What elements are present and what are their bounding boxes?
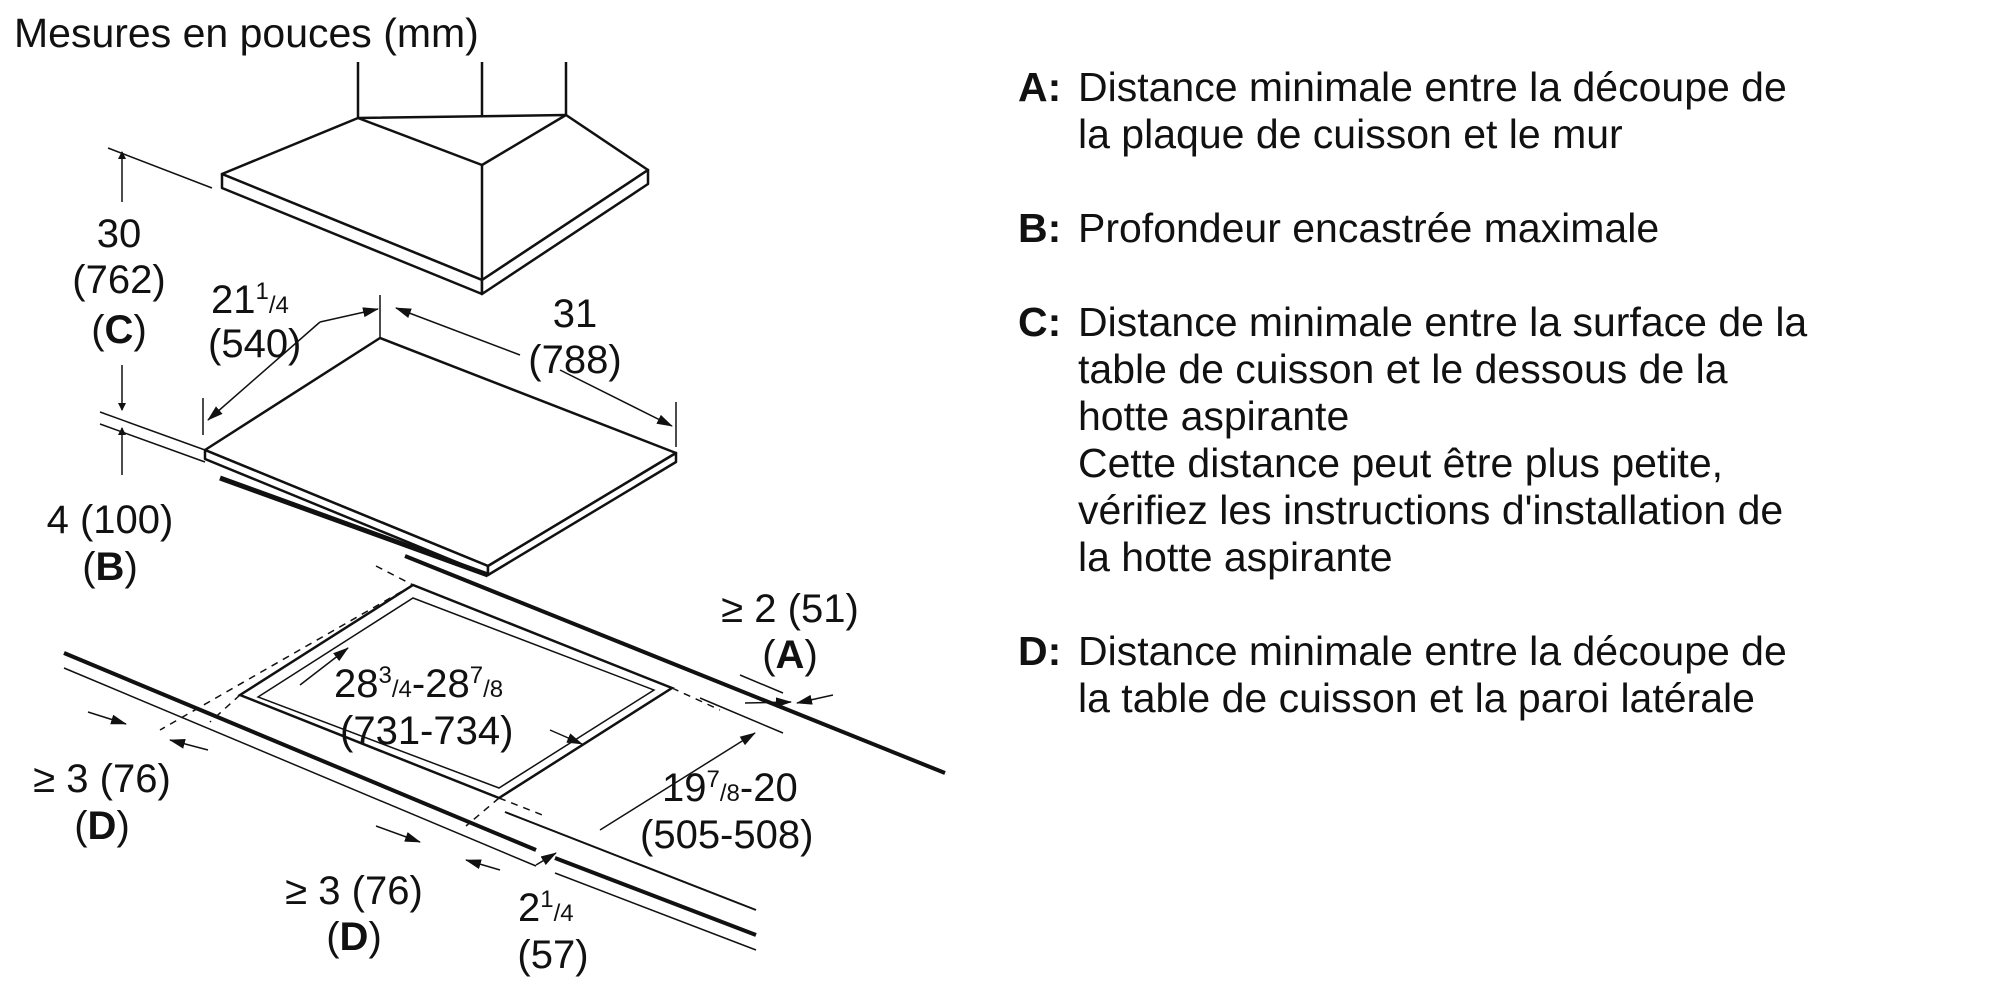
dim-a-letter: (A) (762, 633, 818, 677)
dim-d-left-value: ≥ 3 (76) (33, 757, 171, 801)
legend-line: Profondeur encastrée maximale (1078, 205, 1660, 251)
dim-cutout-width-mm: (731-734) (340, 709, 514, 753)
dim-c-inches: 30 (96, 212, 142, 256)
legend-description (1078, 205, 1978, 252)
dim-a-value: ≥ 2 (51) (721, 587, 859, 631)
legend-letter: B: (1018, 205, 1062, 251)
dim-front-inches: $2^1_/4$ (518, 886, 574, 930)
dim-b-value: 4 (100) (46, 498, 174, 542)
legend-description (1078, 299, 1978, 581)
dim-d-bottom-value: ≥ 3 (76) (285, 869, 423, 913)
dim-d-left-letter: (D) (74, 804, 130, 848)
dim-length-mm: (788) (528, 338, 622, 382)
legend-item-c (1018, 299, 1978, 581)
legend-line: Distance minimale entre la surface de la (1078, 299, 1808, 345)
dim-width-mm: (540) (208, 322, 302, 366)
legend-line: hotte aspirante (1078, 393, 1350, 439)
dim-cutout-width-inches: $28^3_/4-28^7_/8$ (334, 662, 504, 706)
legend-letter: D: (1018, 628, 1062, 674)
dim-cutout-depth-mm: (505-508) (640, 813, 814, 857)
legend-line: la plaque de cuisson et le mur (1078, 111, 1623, 157)
dim-length-inches: 31 (552, 292, 598, 336)
legend-line: la hotte aspirante (1078, 534, 1393, 580)
legend-item-b (1018, 205, 1978, 252)
legend-item-d (1018, 628, 1978, 722)
legend-letter: C: (1018, 299, 1062, 345)
legend-item-a (1018, 64, 1978, 158)
legend-description (1078, 64, 1978, 158)
dim-width-inches: $21^1_/4$ (211, 278, 289, 322)
legend (1018, 64, 1978, 769)
legend-line: vérifiez les instructions d'installation de (1078, 487, 1784, 533)
legend-letter: A: (1018, 64, 1062, 110)
legend-line: table de cuisson et le dessous de la (1078, 346, 1728, 392)
diagram-title: Mesures en pouces (mm) (14, 10, 479, 56)
dim-front-mm: (57) (517, 933, 589, 977)
legend-line: Cette distance peut être plus petite, (1078, 440, 1724, 486)
dim-b-letter: (B) (82, 545, 138, 589)
dim-c-letter: (C) (91, 308, 147, 352)
dim-cutout-depth-inches: $19^7_/8-20$ (662, 766, 798, 810)
legend-description (1078, 628, 1978, 722)
dim-c-mm: (762) (72, 258, 166, 302)
legend-line: Distance minimale entre la découpe de (1078, 64, 1787, 110)
dim-d-bottom-letter: (D) (326, 915, 382, 959)
range-hood (222, 62, 648, 294)
legend-line: Distance minimale entre la découpe de (1078, 628, 1787, 674)
legend-line: la table de cuisson et la paroi latérale (1078, 675, 1755, 721)
